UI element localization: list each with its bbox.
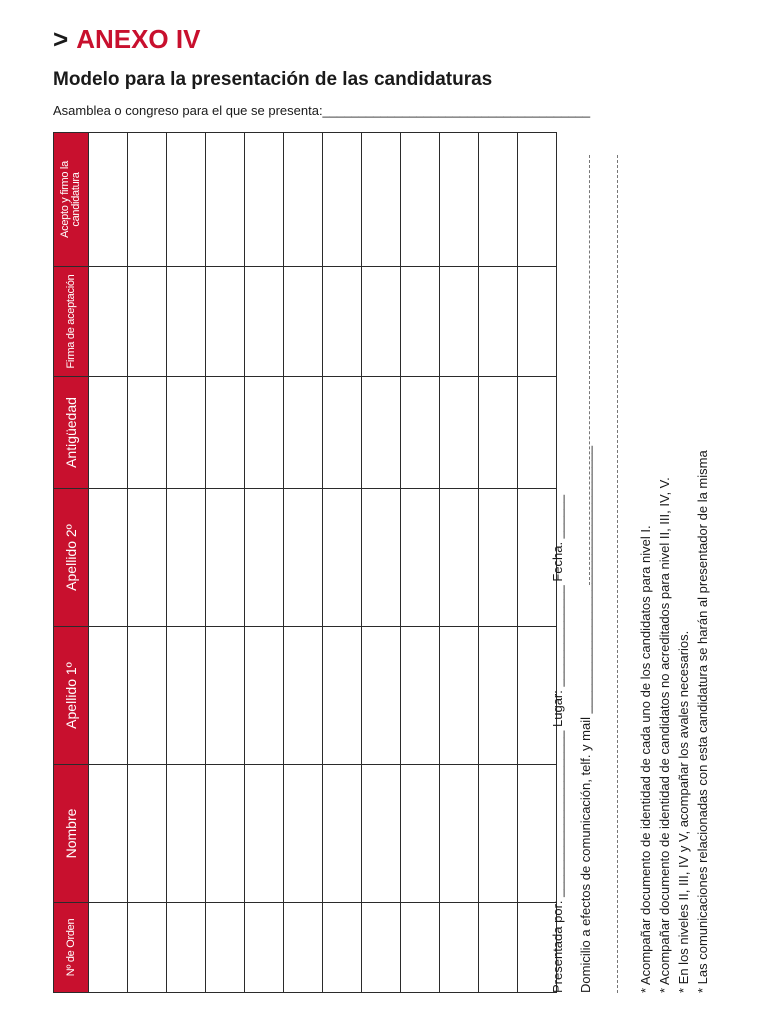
table-cell[interactable] bbox=[479, 133, 518, 267]
note-item: * En los niveles II, III, IV y V, acompañar los avales necesarios. bbox=[676, 630, 691, 993]
table-cell[interactable] bbox=[401, 377, 440, 489]
notes-list bbox=[636, 450, 712, 993]
table-cell[interactable] bbox=[440, 903, 479, 993]
table-cell[interactable] bbox=[167, 267, 206, 377]
table-cell[interactable] bbox=[479, 627, 518, 765]
table-row bbox=[167, 133, 206, 993]
table-cell[interactable] bbox=[128, 133, 167, 267]
table-cell[interactable] bbox=[323, 377, 362, 489]
table-cell[interactable] bbox=[284, 267, 323, 377]
table-cell[interactable] bbox=[401, 903, 440, 993]
table-cell[interactable] bbox=[89, 627, 128, 765]
table-cell[interactable] bbox=[323, 489, 362, 627]
table-cell[interactable] bbox=[284, 377, 323, 489]
table-cell[interactable] bbox=[479, 765, 518, 903]
form-subtitle: Modelo para la presentación de las candidaturas bbox=[53, 69, 493, 90]
table-cell[interactable] bbox=[167, 133, 206, 267]
table-cell[interactable] bbox=[167, 903, 206, 993]
table-row bbox=[245, 133, 284, 993]
table-cell[interactable] bbox=[479, 377, 518, 489]
table-cell[interactable] bbox=[401, 765, 440, 903]
table-cell[interactable] bbox=[128, 377, 167, 489]
table-cell[interactable] bbox=[518, 133, 557, 267]
table-cell[interactable] bbox=[128, 489, 167, 627]
table-cell[interactable] bbox=[128, 627, 167, 765]
address-field[interactable]: Domicilio a efectos de comunicación, telf. y mail _____________________________________ bbox=[578, 445, 593, 993]
table-cell[interactable] bbox=[440, 267, 479, 377]
table-cell[interactable] bbox=[401, 133, 440, 267]
table-cell[interactable] bbox=[362, 133, 401, 267]
assembly-field[interactable]: Asamblea o congreso para el que se presenta:_____________________________________ bbox=[53, 103, 591, 118]
table-cell[interactable] bbox=[440, 377, 479, 489]
table-cell[interactable] bbox=[167, 377, 206, 489]
table-cell[interactable] bbox=[206, 267, 245, 377]
table-cell[interactable] bbox=[206, 489, 245, 627]
address-divider bbox=[589, 155, 590, 585]
table-cell[interactable] bbox=[440, 627, 479, 765]
table-cell[interactable] bbox=[284, 627, 323, 765]
table-cell[interactable] bbox=[323, 133, 362, 267]
table-cell[interactable] bbox=[89, 489, 128, 627]
table-cell[interactable] bbox=[362, 377, 401, 489]
arrow-marker: > bbox=[53, 24, 69, 54]
note-item: * Acompañar documento de identidad de cada uno de los candidatos para nivel I. bbox=[638, 525, 653, 993]
table-cell[interactable] bbox=[284, 133, 323, 267]
table-cell[interactable] bbox=[206, 765, 245, 903]
table-cell[interactable] bbox=[479, 489, 518, 627]
table-cell[interactable] bbox=[362, 489, 401, 627]
annex-title: ANEXO IV bbox=[76, 24, 201, 54]
column-header-order: Nº de Orden bbox=[54, 903, 89, 993]
table-row bbox=[401, 133, 440, 993]
table-cell[interactable] bbox=[362, 903, 401, 993]
table-cell[interactable] bbox=[89, 765, 128, 903]
table-cell[interactable] bbox=[245, 627, 284, 765]
table-cell[interactable] bbox=[245, 765, 284, 903]
table-cell[interactable] bbox=[206, 903, 245, 993]
presented-by-field[interactable]: Presentada por: _______________________ Lugar: ______________ Fecha. ______ bbox=[550, 494, 565, 993]
table-cell[interactable] bbox=[401, 267, 440, 377]
table-cell[interactable] bbox=[245, 377, 284, 489]
table-cell[interactable] bbox=[89, 903, 128, 993]
table-cell[interactable] bbox=[245, 267, 284, 377]
column-header-seniority: Antigüedad bbox=[54, 377, 89, 489]
table-cell[interactable] bbox=[167, 627, 206, 765]
table-cell[interactable] bbox=[284, 489, 323, 627]
table-cell[interactable] bbox=[518, 267, 557, 377]
column-header-surname2: Apellido 2º bbox=[54, 489, 89, 627]
table-cell[interactable] bbox=[284, 765, 323, 903]
table-cell[interactable] bbox=[245, 133, 284, 267]
table-cell[interactable] bbox=[128, 267, 167, 377]
table-cell[interactable] bbox=[89, 133, 128, 267]
table-cell[interactable] bbox=[128, 765, 167, 903]
note-item: * Las comunicaciones relacionadas con esta candidatura se harán al presentador de la misma bbox=[695, 450, 710, 993]
table-cell[interactable] bbox=[245, 489, 284, 627]
table-cell[interactable] bbox=[323, 627, 362, 765]
table-cell[interactable] bbox=[440, 765, 479, 903]
table-row bbox=[323, 133, 362, 993]
table-cell[interactable] bbox=[167, 765, 206, 903]
column-header-name: Nombre bbox=[54, 765, 89, 903]
table-cell[interactable] bbox=[362, 765, 401, 903]
table-cell[interactable] bbox=[479, 903, 518, 993]
annex-heading bbox=[53, 24, 200, 54]
table-cell[interactable] bbox=[401, 627, 440, 765]
table-cell[interactable] bbox=[206, 133, 245, 267]
table-cell[interactable] bbox=[206, 627, 245, 765]
notes-divider bbox=[617, 155, 618, 993]
table-row bbox=[128, 133, 167, 993]
column-header-acceptance-signature: Firma de aceptación bbox=[54, 267, 89, 377]
table-cell[interactable] bbox=[518, 377, 557, 489]
note-item: * Acompañar documento de identidad de candidatos no acreditados para nivel II, III, IV, V. bbox=[657, 477, 672, 993]
table-row bbox=[89, 133, 128, 993]
table-row bbox=[206, 133, 245, 993]
table-cell[interactable] bbox=[440, 133, 479, 267]
table-header-row bbox=[54, 133, 89, 993]
table-cell[interactable] bbox=[323, 765, 362, 903]
candidacy-form bbox=[53, 133, 713, 993]
table-cell[interactable] bbox=[245, 903, 284, 993]
table-cell[interactable] bbox=[323, 903, 362, 993]
table-cell[interactable] bbox=[206, 377, 245, 489]
table-cell[interactable] bbox=[167, 489, 206, 627]
table-row bbox=[362, 133, 401, 993]
table-cell[interactable] bbox=[362, 627, 401, 765]
table-cell[interactable] bbox=[128, 903, 167, 993]
table-cell[interactable] bbox=[479, 267, 518, 377]
table-cell[interactable] bbox=[323, 267, 362, 377]
table-cell[interactable] bbox=[401, 489, 440, 627]
table-cell[interactable] bbox=[284, 903, 323, 993]
column-header-surname1: Apellido 1º bbox=[54, 627, 89, 765]
table-body bbox=[89, 133, 557, 993]
table-cell[interactable] bbox=[440, 489, 479, 627]
table-row bbox=[479, 133, 518, 993]
candidates-table bbox=[53, 132, 557, 993]
table-row bbox=[440, 133, 479, 993]
table-cell[interactable] bbox=[362, 267, 401, 377]
table-cell[interactable] bbox=[89, 267, 128, 377]
table-row bbox=[284, 133, 323, 993]
column-header-accept-sign: Acepto y firmo la candidatura bbox=[54, 133, 89, 267]
table-cell[interactable] bbox=[89, 377, 128, 489]
